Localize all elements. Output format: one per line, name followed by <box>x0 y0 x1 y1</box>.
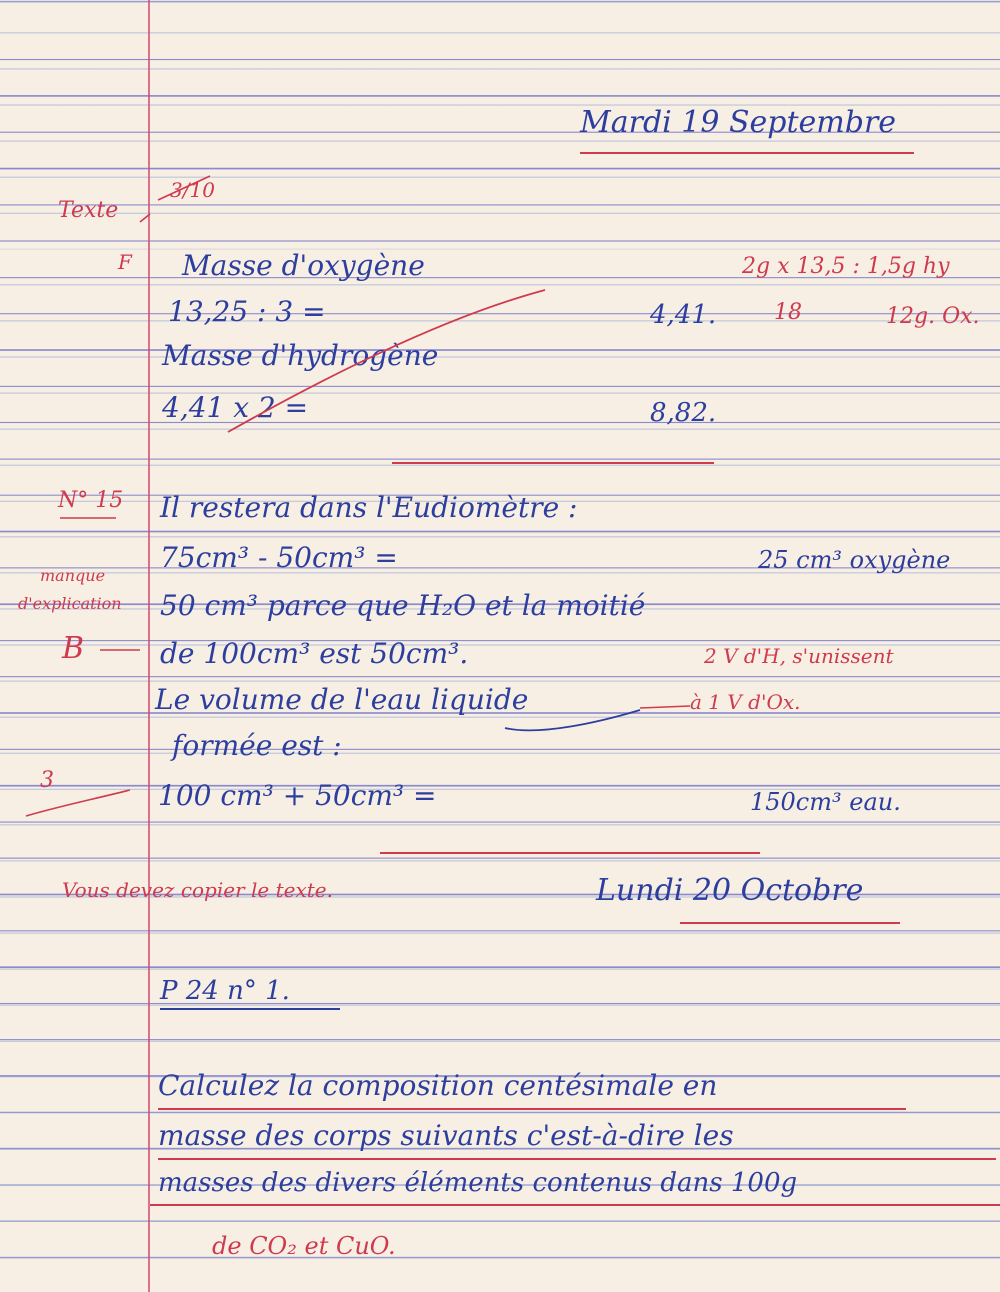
ex2-line-5: Le volume de l'eau liquide <box>155 683 529 716</box>
ex2-line-7: 100 cm³ + 50cm³ = <box>158 779 437 812</box>
date-lundi: Lundi 20 Octobre <box>596 873 864 908</box>
ex1-line-masse-oxygene: Masse d'oxygène <box>182 249 425 282</box>
ex1-correction-3: 12g. Ox. <box>886 304 980 329</box>
statement-compounds: de CO₂ et CuO. <box>212 1232 396 1260</box>
ex1-line-division: 13,25 : 3 = <box>168 295 326 328</box>
ex1-line-multiplication: 4,41 x 2 = <box>162 391 309 424</box>
grade-3-underline <box>26 790 130 816</box>
ex2-line-3: 50 cm³ parce que H₂O et la moitié <box>160 589 646 622</box>
eau-underline <box>505 710 640 730</box>
ex2-correction-1: 2 V d'H, s'unissent <box>704 644 894 668</box>
ex2-correction-2: à 1 V d'Ox. <box>690 690 801 714</box>
statement-line-2: masse des corps suivants c'est-à-dire les <box>158 1119 734 1152</box>
margin-manque: manque <box>40 566 106 585</box>
margin-mark-f: F <box>118 250 132 274</box>
correction-connector <box>640 706 690 708</box>
ex1-line-masse-hydrogene: Masse d'hydrogène <box>162 339 439 372</box>
ex2-line-2: 75cm³ - 50cm³ = <box>160 541 398 574</box>
margin-texte: Texte <box>58 198 119 223</box>
exercise-reference: P 24 n° 1. <box>160 976 290 1006</box>
statement-line-1: Calculez la composition centésimale en <box>158 1069 718 1102</box>
margin-no15: N° 15 <box>58 488 124 513</box>
margin-vous-devez: Vous devez copier le texte. <box>62 878 333 902</box>
ex2-line-6: formée est : <box>172 729 342 762</box>
ex2-result-2: 150cm³ eau. <box>750 788 901 816</box>
date-mardi: Mardi 19 Septembre <box>580 105 897 140</box>
ex1-correction-1: 2g x 13,5 : 1,5g hy <box>742 254 950 279</box>
grade-3: 3 <box>40 768 54 793</box>
grade-b: B <box>62 631 85 666</box>
fraction-bar-stroke <box>158 176 210 200</box>
ex2-result-1: 25 cm³ oxygène <box>758 546 951 574</box>
ex2-line-1: Il restera dans l'Eudiomètre : <box>160 491 578 524</box>
texte-arrow-stroke <box>140 214 150 222</box>
statement-line-3: masses des divers éléments contenus dans 100g <box>158 1168 798 1198</box>
ex1-correction-2: 18 <box>774 300 802 325</box>
ex2-line-4: de 100cm³ est 50cm³. <box>160 637 469 670</box>
margin-explication: d'explication <box>18 594 122 613</box>
ex1-result-1: 4,41. <box>650 300 717 330</box>
strike-through-stroke <box>228 290 545 432</box>
ex1-result-2: 8,82. <box>650 398 717 428</box>
grade-fraction: 3/10 <box>170 178 215 202</box>
